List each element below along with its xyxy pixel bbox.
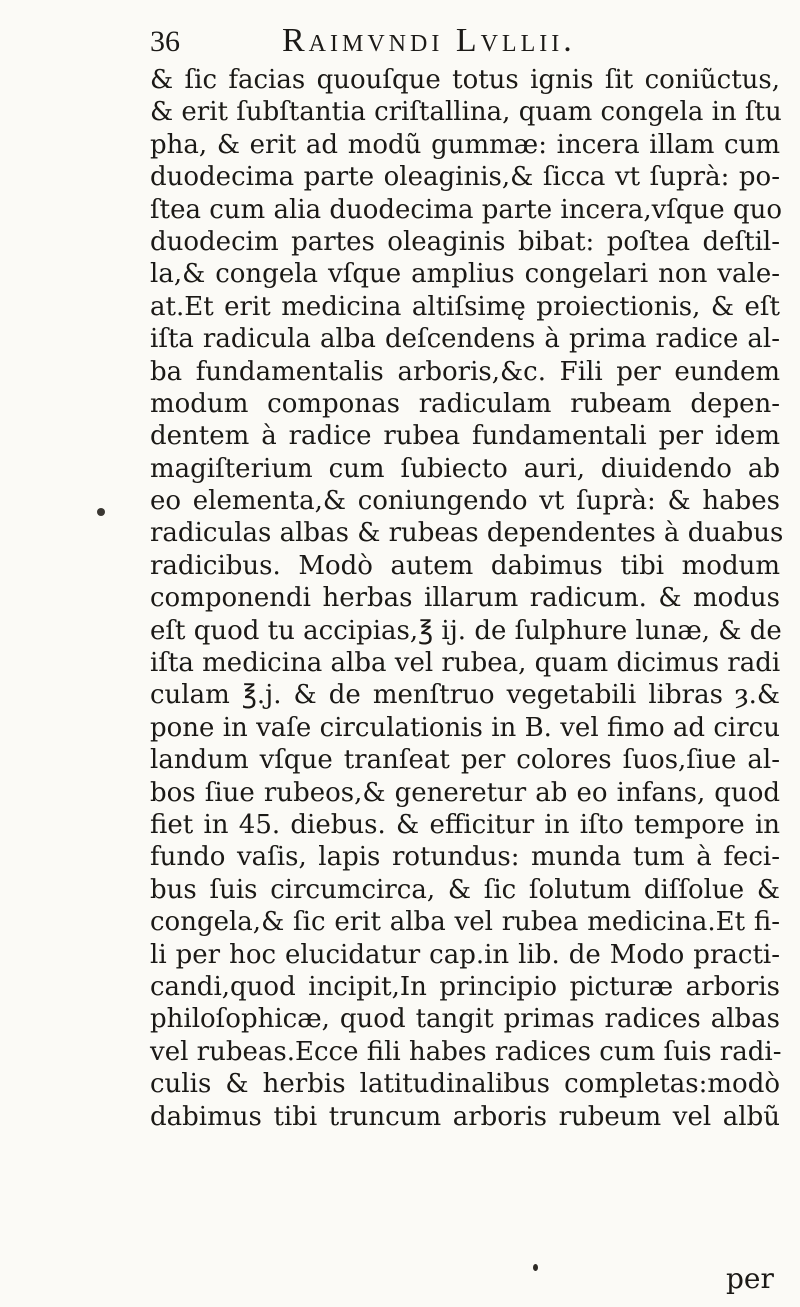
text-line: duodecima parte oleaginis,& ſicca vt ſuprà: po-	[150, 162, 780, 193]
text-line: la,& congela vſque amplius congelari non vale-	[150, 259, 780, 290]
text-line: dabimus tibi truncum arboris rubeum vel albũ	[150, 1101, 780, 1132]
text-line: iſta medicina alba vel rubea, quam dicimus radi	[150, 648, 781, 679]
text-line: eo elementa,& coniungendo vt ſuprà: & habes	[150, 486, 780, 517]
text-line: dentem à radice rubea fundamentali per idem	[150, 421, 780, 452]
text-line: magiſterium cum ſubiecto auri, diuidendo ab	[150, 453, 780, 484]
text-line: modum componas radiculam rubeam depen-	[150, 388, 780, 419]
text-line: eſt quod tu accipias,℥ ij. de ſulphure lunæ, & de	[150, 615, 782, 646]
text-line: radiculas albas & rubeas dependentes à duabus	[150, 518, 784, 549]
text-line: culis & herbis latitudinalibus completas:modò	[150, 1069, 780, 1100]
ink-speck	[533, 1264, 538, 1271]
text-line: pha, & erit ad modũ gummæ: incera illam cum	[150, 129, 780, 160]
text-line: congela,& ſic erit alba vel rubea medicina.Et fi-	[150, 907, 780, 938]
text-line: componendi herbas illarum radicum. & modus	[150, 583, 780, 614]
text-line: ba fundamentalis arboris,&c. Fili per eundem	[150, 356, 780, 387]
text-line: at.Et erit medicina altiſsimę proiectionis, & eſt	[150, 291, 780, 322]
text-line: vel rubeas.Ecce fili habes radices cum ſuis radi-	[150, 1036, 782, 1067]
text-line: fiet in 45. diebus. & efficitur in iſto tempore in	[150, 809, 780, 840]
text-line: radicibus. Modò autem dabimus tibi modum	[150, 550, 780, 581]
text-line: duodecim partes oleaginis bibat: poſtea deſtil-	[150, 226, 780, 257]
text-line: bus ſuis circumcirca, & ſic ſolutum diſſolue &	[150, 874, 780, 905]
text-line: candi,quod incipit,In principio picturæ arboris	[150, 971, 780, 1002]
running-title: Raimvndi Lvllii.	[282, 22, 576, 59]
text-line: fundo vaſis, lapis rotundus: munda tum à feci-	[150, 842, 780, 873]
text-line: & erit ſubſtantia criſtallina, quam congela in ſtu	[150, 97, 782, 128]
text-line: ſtea cum alia duodecima parte incera,vſque quo	[150, 194, 782, 225]
text-line: culam ℥.j. & de menſtruo vegetabili libras ȝ.&	[150, 680, 780, 711]
running-head	[150, 18, 780, 64]
text-line: iſta radicula alba deſcendens à prima radice al-	[150, 324, 780, 355]
catchword: per	[726, 1262, 774, 1295]
body-text	[150, 64, 790, 1133]
text-line: pone in vaſe circulationis in B. vel fimo ad circu	[150, 712, 780, 743]
margin-ink-mark	[97, 508, 105, 516]
text-line: landum vſque tranſeat per colores ſuos,ſiue al-	[150, 745, 780, 776]
text-line: philoſophicæ, quod tangit primas radices albas	[150, 1004, 780, 1035]
text-line: bos ſiue rubeos,& generetur ab eo infans, quod	[150, 777, 780, 808]
page-number: 36	[150, 25, 180, 58]
text-line: & ſic facias quouſque totus ignis ſit coniũctus,	[150, 65, 780, 95]
text-line: li per hoc elucidatur cap.in lib. de Modo practi-	[150, 939, 780, 970]
